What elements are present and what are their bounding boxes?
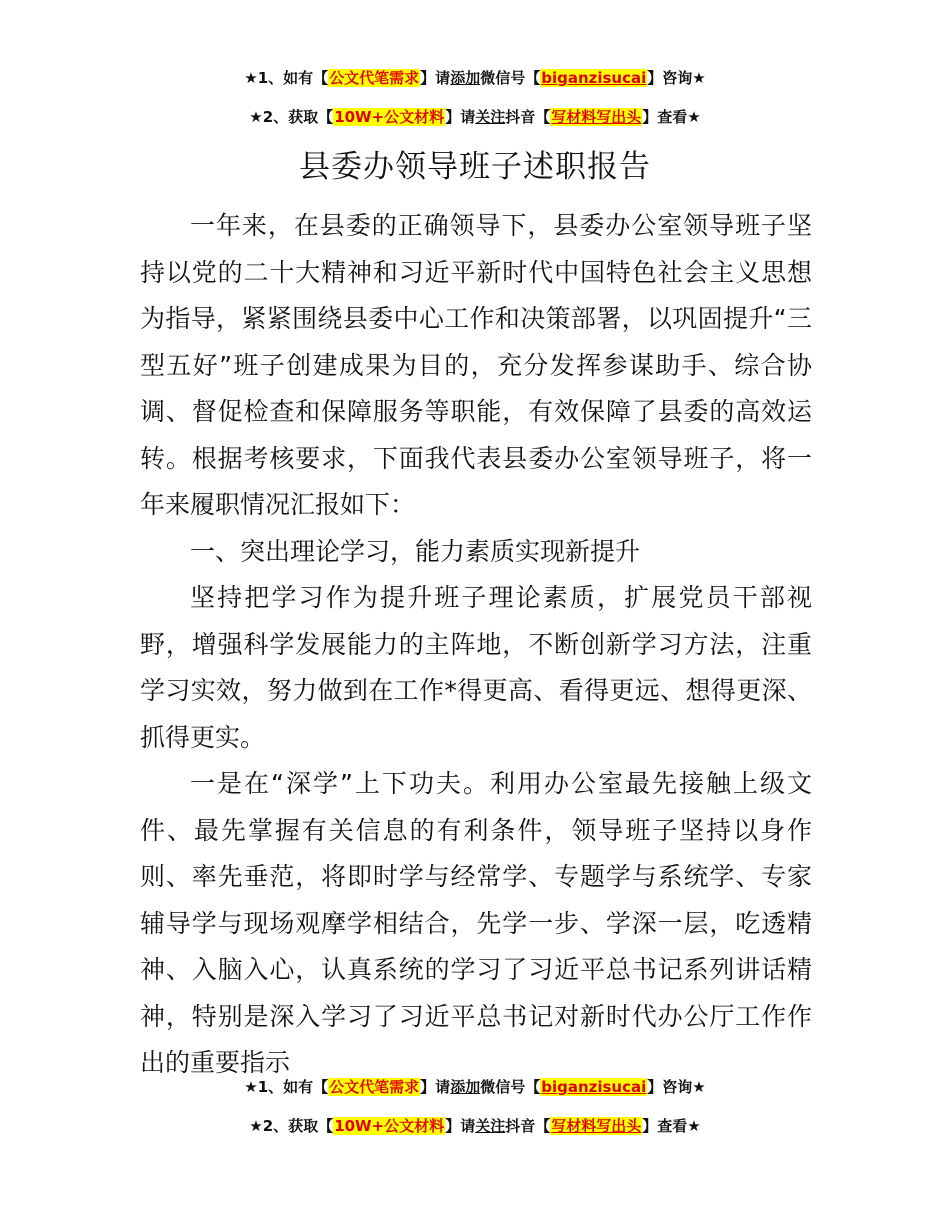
intro-paragraph: 一年来，在县委的正确领导下，县委办公室领导班子坚持以党的二十大精神和习近平新时代中国特色社会主义思想为指导，紧紧围绕县委中心工作和决策部署，以巩固提升“三型五好”班子创建成果为目的，充分发挥参谋助手、综合协调、督促检查和保障服务等职能，有效保障了县委的高效运转。根据考核要求，下面我代表县委办公室领导班子，将一年来履职情况汇报如下： <box>140 211 812 519</box>
banner-highlight: 10W+公文材料 <box>334 108 445 126</box>
banner-text: 】请 <box>445 1117 476 1135</box>
banner-prefix: ★1、如有【 <box>244 1078 329 1096</box>
banner-underlined-text: 关注 <box>475 1117 506 1135</box>
section-heading: 一、突出理论学习，能力素质实现新提升 <box>190 536 641 566</box>
banner-douyin-id: 写材料写出头 <box>551 1117 642 1135</box>
section-paragraph: 一是在“深学”上下功夫。利用办公室最先接触上级文件、最先掌握有关信息的有利条件，领导班子坚持以身作则、率先垂范，将即时学与经常学、专题学与系统学、专家辅导学与现场观摩学相结合，先学一步、学深一层，吃透精神、入脑入心，认真系统的学习了习近平总书记系列讲话精神，特别是深入学习了习近平总书记对新时代办公厅工作作出的重要指示 <box>140 769 812 1077</box>
top-banner-line-2 <box>0 106 950 128</box>
bottom-banner-line-2 <box>0 1115 950 1137</box>
banner-suffix: 】咨询★ <box>647 69 706 87</box>
banner-underlined-text: 关注 <box>475 108 506 126</box>
banner-suffix: 】查看★ <box>642 108 701 126</box>
banner-text: 】请 <box>445 108 476 126</box>
banner-text: 微信号【 <box>480 69 541 87</box>
banner-prefix: ★2、获取【 <box>249 1117 334 1135</box>
top-banner-line-1 <box>0 67 950 89</box>
banner-highlight: 公文代笔需求 <box>329 69 420 87</box>
banner-wechat-id: biganzisucai <box>541 1078 647 1096</box>
banner-prefix: ★1、如有【 <box>244 69 329 87</box>
banner-underlined-text: 添加 <box>450 1078 481 1096</box>
banner-suffix: 】咨询★ <box>647 1078 706 1096</box>
banner-text: 】请 <box>420 1078 451 1096</box>
banner-wechat-id: biganzisucai <box>541 69 647 87</box>
banner-text: 微信号【 <box>480 1078 541 1096</box>
banner-highlight: 公文代笔需求 <box>329 1078 420 1096</box>
banner-douyin-id: 写材料写出头 <box>551 108 642 126</box>
banner-suffix: 】查看★ <box>642 1117 701 1135</box>
banner-underlined-text: 添加 <box>450 69 481 87</box>
bottom-banner-line-1 <box>0 1076 950 1098</box>
banner-prefix: ★2、获取【 <box>249 108 334 126</box>
banner-text: 】请 <box>420 69 451 87</box>
banner-text: 抖音【 <box>505 108 551 126</box>
section-paragraph: 坚持把学习作为提升班子理论素质，扩展党员干部视野，增强科学发展能力的主阵地，不断创新学习方法，注重学习实效，努力做到在工作*得更高、看得更远、想得更深、抓得更实。 <box>140 583 812 752</box>
banner-highlight: 10W+公文材料 <box>334 1117 445 1135</box>
document-title: 县委办领导班子述职报告 <box>299 149 651 185</box>
document-body <box>140 203 812 1087</box>
banner-text: 抖音【 <box>505 1117 551 1135</box>
